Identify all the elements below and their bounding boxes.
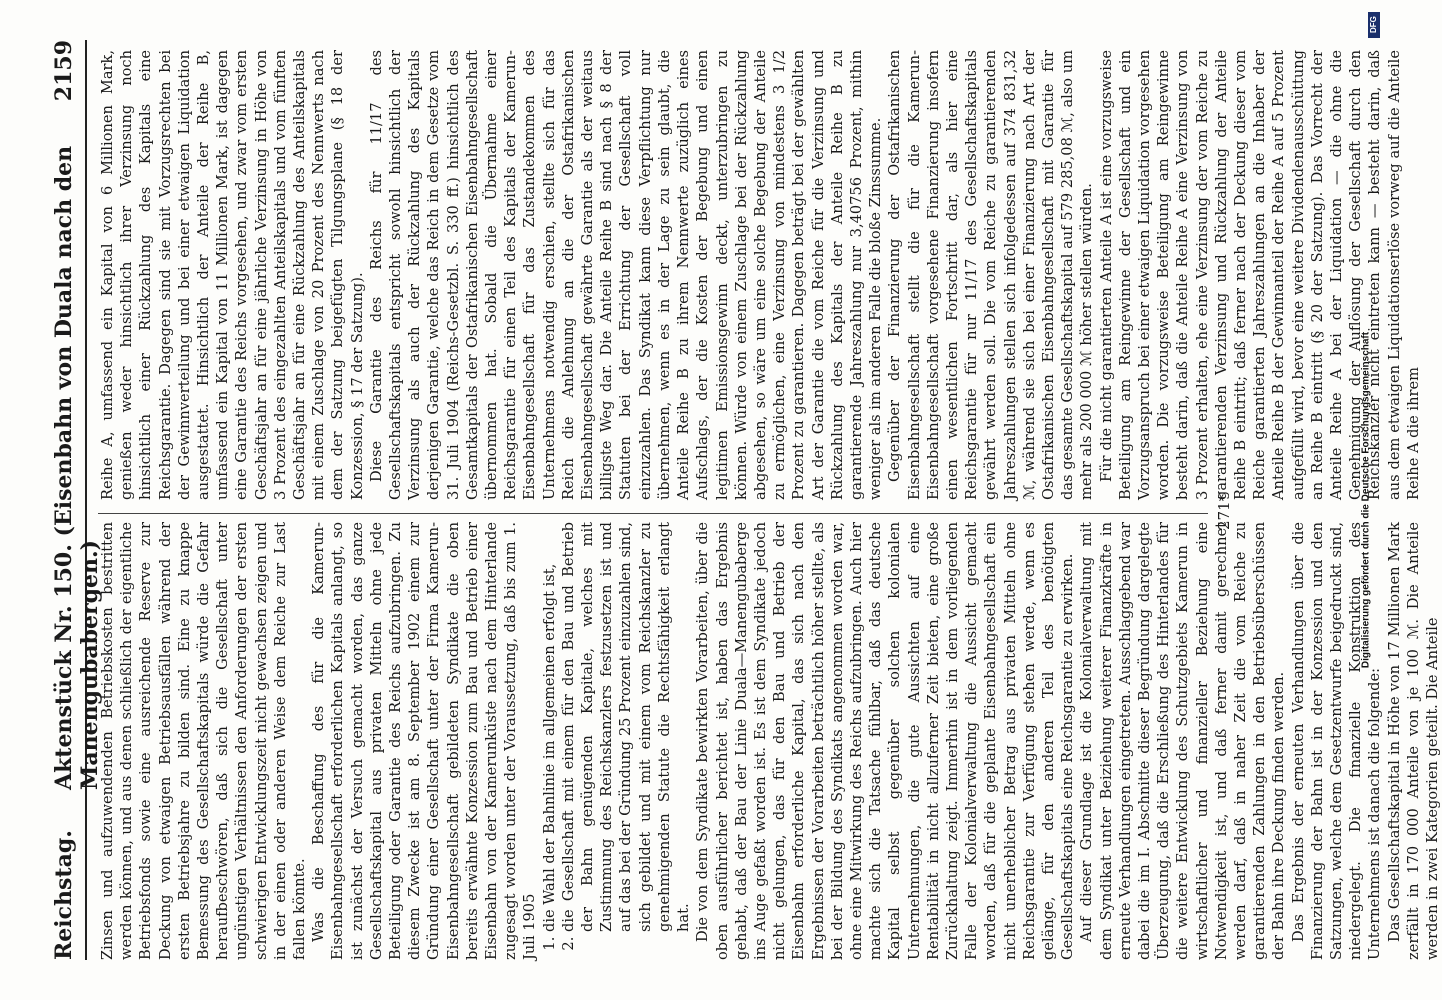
column-divider: [98, 513, 1208, 514]
dfg-logo: DFG: [1368, 12, 1380, 38]
paragraph: Das Ergebnis der erneuten Verhandlungen über die Finanzierung der Bahn ist in der Konzession und den Satzungen, welche dem Gesetzentwurfe beigedruckt sind, niedergelegt. Die finanzielle Konstruktion des Unternehmens ist danach die folgende:: [1289, 522, 1384, 960]
condition-list: [540, 522, 694, 960]
page-header: [45, 40, 103, 960]
list-item: 2. die Gesellschaft mit einem für den Bau und Betrieb der Bahn genügenden Kapitale, welches mit Zustimmung des Reichskanzlers festzusetzen ist und auf das bei der Gründung 25 Prozent einzuzahlen sind, sich gebildet und mit einem vom Reichskanzler zu genehmigenden Statute die Rechtsfähigkeit erlangt hat.: [559, 522, 693, 932]
header-left: Reichstag.: [51, 830, 77, 960]
right-column: [98, 50, 1423, 500]
paragraph: Diese Garantie des Reichs für 11/17 des Gesellschaftskapitals entspricht sowohl hinsichtlich der Verzinsung als auch der Rückzahlung des Kapitals derjenigen Garantie, welche das Reich in dem Gesetze vom 31. Juli 1904 (Reichs-Gesetzbl. S. 330 ff.) hinsichtlich des Gesamtkapitals der Ostafrikanischen Eisenbahngesellschaft übernommen hat. Sobald die Übernahme einer Reichsgarantie für einen Teil des Kapitals der Kamerun-Eisenbahngesellschaft für das Zustandekommen des Unternehmens notwendig erschien, stellte sich für das Reich die Anlehnung an die der Ostafrikanischen Eisenbahngesellschaft gewährte Garantie als der weitaus billigste Weg dar. Die Anteile Reihe B sind nach § 8 der Statuten bei der Errichtung der Gesellschaft voll einzuzahlen. Das Syndikat kann diese Verpflichtung nur übernehmen, wenn es in der Lage zu sein glaubt, die Anteile Reihe B zu ihrem Nennwerte zuzüglich eines Aufschlags, der die Kosten der Begebung und einen legitimen Emissionsgewinn deckt, unterzubringen zu können. Würde von einem Zuschlage bei der Rückzahlung abgesehen, so wäre um eine solche Begebung der Anteile zu ermöglichen, eine Verzinsung von mindestens 3 1/2 Prozent zu garantieren. Dagegen beträgt bei der gewählten Art der Garantie die vom Reiche für die Verzinsung und Rückzahlung des Kapitals der Anteile Reihe B zu garantierende Jahreszahlung nur 3,40756 Prozent, mithin weniger als im anderen Falle die bloße Zinssumme.: [367, 50, 885, 500]
paragraph: Auf dieser Grundlage ist die Kolonialverwaltung mit dem Syndikat unter Beiziehung weiterer Finanzkräfte in erneute Verhandlungen eingetreten. Ausschlaggebend war dabei die im I. Abschnitte dieser Begründung dargelegte Überzeugung, daß die Erschließung des Hinterlandes für die weitere Entwicklung des Schutzgebiets Kamerun in wirtschaftlicher und finanzieller Beziehung eine Notwendigkeit ist, und daß ferner damit gerechnet werden darf, daß in naher Zeit die vom Reiche zu garantierenden Zahlungen in den Betriebsüberschüssen der Bahn ihre Deckung finden werden.: [1078, 522, 1288, 960]
page-number: 2159: [51, 40, 77, 102]
digitization-note: Digitalisierung gefördert durch die Deutsche Forschungsgemeinschaft: [1360, 331, 1372, 669]
list-item: 1. die Wahl der Bahnlinie im allgemeinen erfolgt ist,: [540, 522, 559, 932]
paragraph: Zinsen und aufzuwendenden Betriebskosten bestritten werden können, und aus denen schließlich der eigentliche Betriebsfonds sowie eine ausreichende Reserve zur Deckung von etwaigen Betriebsausfällen während der ersten Betriebsjahre zu bilden sind. Eine zu knappe Bemessung des Gesellschaftskapitals würde die Gefahr heraufbeschwören, daß sich die Gesellschaft unter ungünstigen Verhältnissen den Anforderungen der ersten schwierigen Entwicklungszeit nicht gewachsen zeigen und in der einen oder anderen Weise dem Reiche zur Last fallen könnte.: [99, 522, 309, 960]
sheet-signature: 271*: [1215, 493, 1233, 530]
paragraph: Das Gesellschaftskapital in Höhe von 17 Millionen Mark zerfällt in 170 000 Anteile von je 100 ℳ. Die Anteile werden in zwei Kategorien geteilt. Die Anteile: [1385, 522, 1442, 960]
paragraph: Die von dem Syndikate bewirkten Vorarbeiten, über die oben ausführlicher berichtet ist, haben das Ergebnis gehabt, daß der Bau der Linie Duala—Manengubaberge ins Auge gefaßt worden ist. Es ist dem Syndikate jedoch nicht gelungen, das für den Bau und Betrieb der Eisenbahn erforderliche Kapital, das sich nach den Ergebnissen der Vorarbeiten beträchtlich höher stellte, als bei der Bildung des Syndikats angenommen worden war, ohne eine Mitwirkung des Reichs aufzubringen. Auch hier machte sich die Tatsache fühlbar, daß das deutsche Kapital selbst gegenüber solchen kolonialen Unternehmungen, die gute Aussichten auf eine Rentabilität in nicht allzuferner Zeit bieten, eine große Zurückhaltung zeigt. Immerhin ist in dem vorliegenden Falle der Kolonialverwaltung die Aussicht gemacht worden, daß für die geplante Eisenbahngesellschaft ein nicht unerheblicher Betrag aus privaten Mitteln ohne Reichsgarantie zur Verfügung stehen werde, wenn es gelänge, für den anderen Teil des benötigten Gesellschaftskapitals eine Reichsgarantie zu erwirken.: [694, 522, 1077, 960]
header-title: Aktenstück Nr. 150. (Eisenbahn von Duala nach den Manengubabergen.): [51, 145, 103, 790]
left-column: [98, 522, 1442, 960]
paragraph: Was die Beschaffung des für die Kamerun-Eisenbahngesellschaft erforderlichen Kapitals anlangt, so ist zunächst der Versuch gemacht worden, das ganze Gesellschaftskapital aus privaten Mitteln ohne jede Beteiligung oder Garantie des Reichs aufzubringen. Zu diesem Zwecke ist am 8. September 1902 einem zur Gründung einer Gesellschaft unter der Firma Kamerun-Eisenbahngesellschaft gebildeten Syndikate die oben bereits erwähnte Konzession zum Bau und Betrieb einer Eisenbahn von der Kamerunküste nach dem Hinterlande zugesagt worden unter der Voraussetzung, daß bis zum 1. Juli 1905: [310, 522, 539, 960]
paragraph: Reihe A, umfassend ein Kapital von 6 Millionen Mark, genießen weder hinsichtlich ihrer Verzinsung noch hinsichtlich einer Rückzahlung des Kapitals eine Reichsgarantie. Dagegen sind sie mit Vorzugsrechten bei der Gewinnverteilung und bei einer etwaigen Liquidation ausgestattet. Hinsichtlich der Anteile der Reihe B, umfassend ein Kapital von 11 Millionen Mark, ist dagegen eine Garantie des Reichs vorgesehen, und zwar vom ersten Geschäftsjahr an für eine jährliche Verzinsung in Höhe von 3 Prozent des eingezahlten Anteilskapitals und vom fünften Geschäftsjahr an für eine Rückzahlung des Anteilskapitals mit einem Zuschlage von 20 Prozent des Nennwerts nach dem der Satzung beigefügten Tilgungsplane (§ 18 der Konzession, § 17 der Satzung).: [99, 50, 366, 500]
paragraph: Gegenüber der Finanzierung der Ostafrikanischen Eisenbahngesellschaft stellt die für die Kamerun-Eisenbahngesellschaft vorgesehene Finanzierung insofern einen wesentlichen Fortschritt dar, als hier eine Reichsgarantie für nur 11/17 des Gesellschaftskapitals gewährt werden soll. Die vom Reiche zu garantierenden Jahreszahlungen stellen sich infolgedessen auf 374 831,32 ℳ, während sie sich bei einer Finanzierung nach Art der Ostafrikanischen Eisenbahngesellschaft mit Garantie für das gesamte Gesellschaftskapital auf 579 285,08 ℳ, also um mehr als 200 000 ℳ höher stellen würden.: [886, 50, 1096, 500]
paragraph: Für die nicht garantierten Anteile A ist eine vorzugsweise Beteiligung am Reingewinne der Gesellschaft und ein Vorzugsanspruch bei einer etwaigen Liquidation vorgesehen worden. Die vorzugsweise Beteiligung am Reingewinne besteht darin, daß die Anteile Reihe A eine Verzinsung von 3 Prozent erhalten, ehe eine Verzinsung der vom Reiche zu garantierenden Verzinsung und Rückzahlung der Anteile Reihe B eintritt; daß ferner nach der Deckung dieser vom Reiche garantierten Jahreszahlungen an die Inhaber der Anteile Reihe B der Gewinnanteil der Reihe A auf 5 Prozent aufgefüllt wird, bevor eine weitere Dividendenausschüttung an Reihe B eintritt (§ 20 der Satzung). Das Vorrecht der Anteile Reihe A bei der Liquidation — die ohne die Genehmigung der Auflösung der Gesellschaft durch den Reichskanzler nicht eintreten kann — besteht darin, daß aus dem etwaigen Liquidationserlöse vorweg auf die Anteile Reihe A die ihrem: [1097, 50, 1422, 500]
